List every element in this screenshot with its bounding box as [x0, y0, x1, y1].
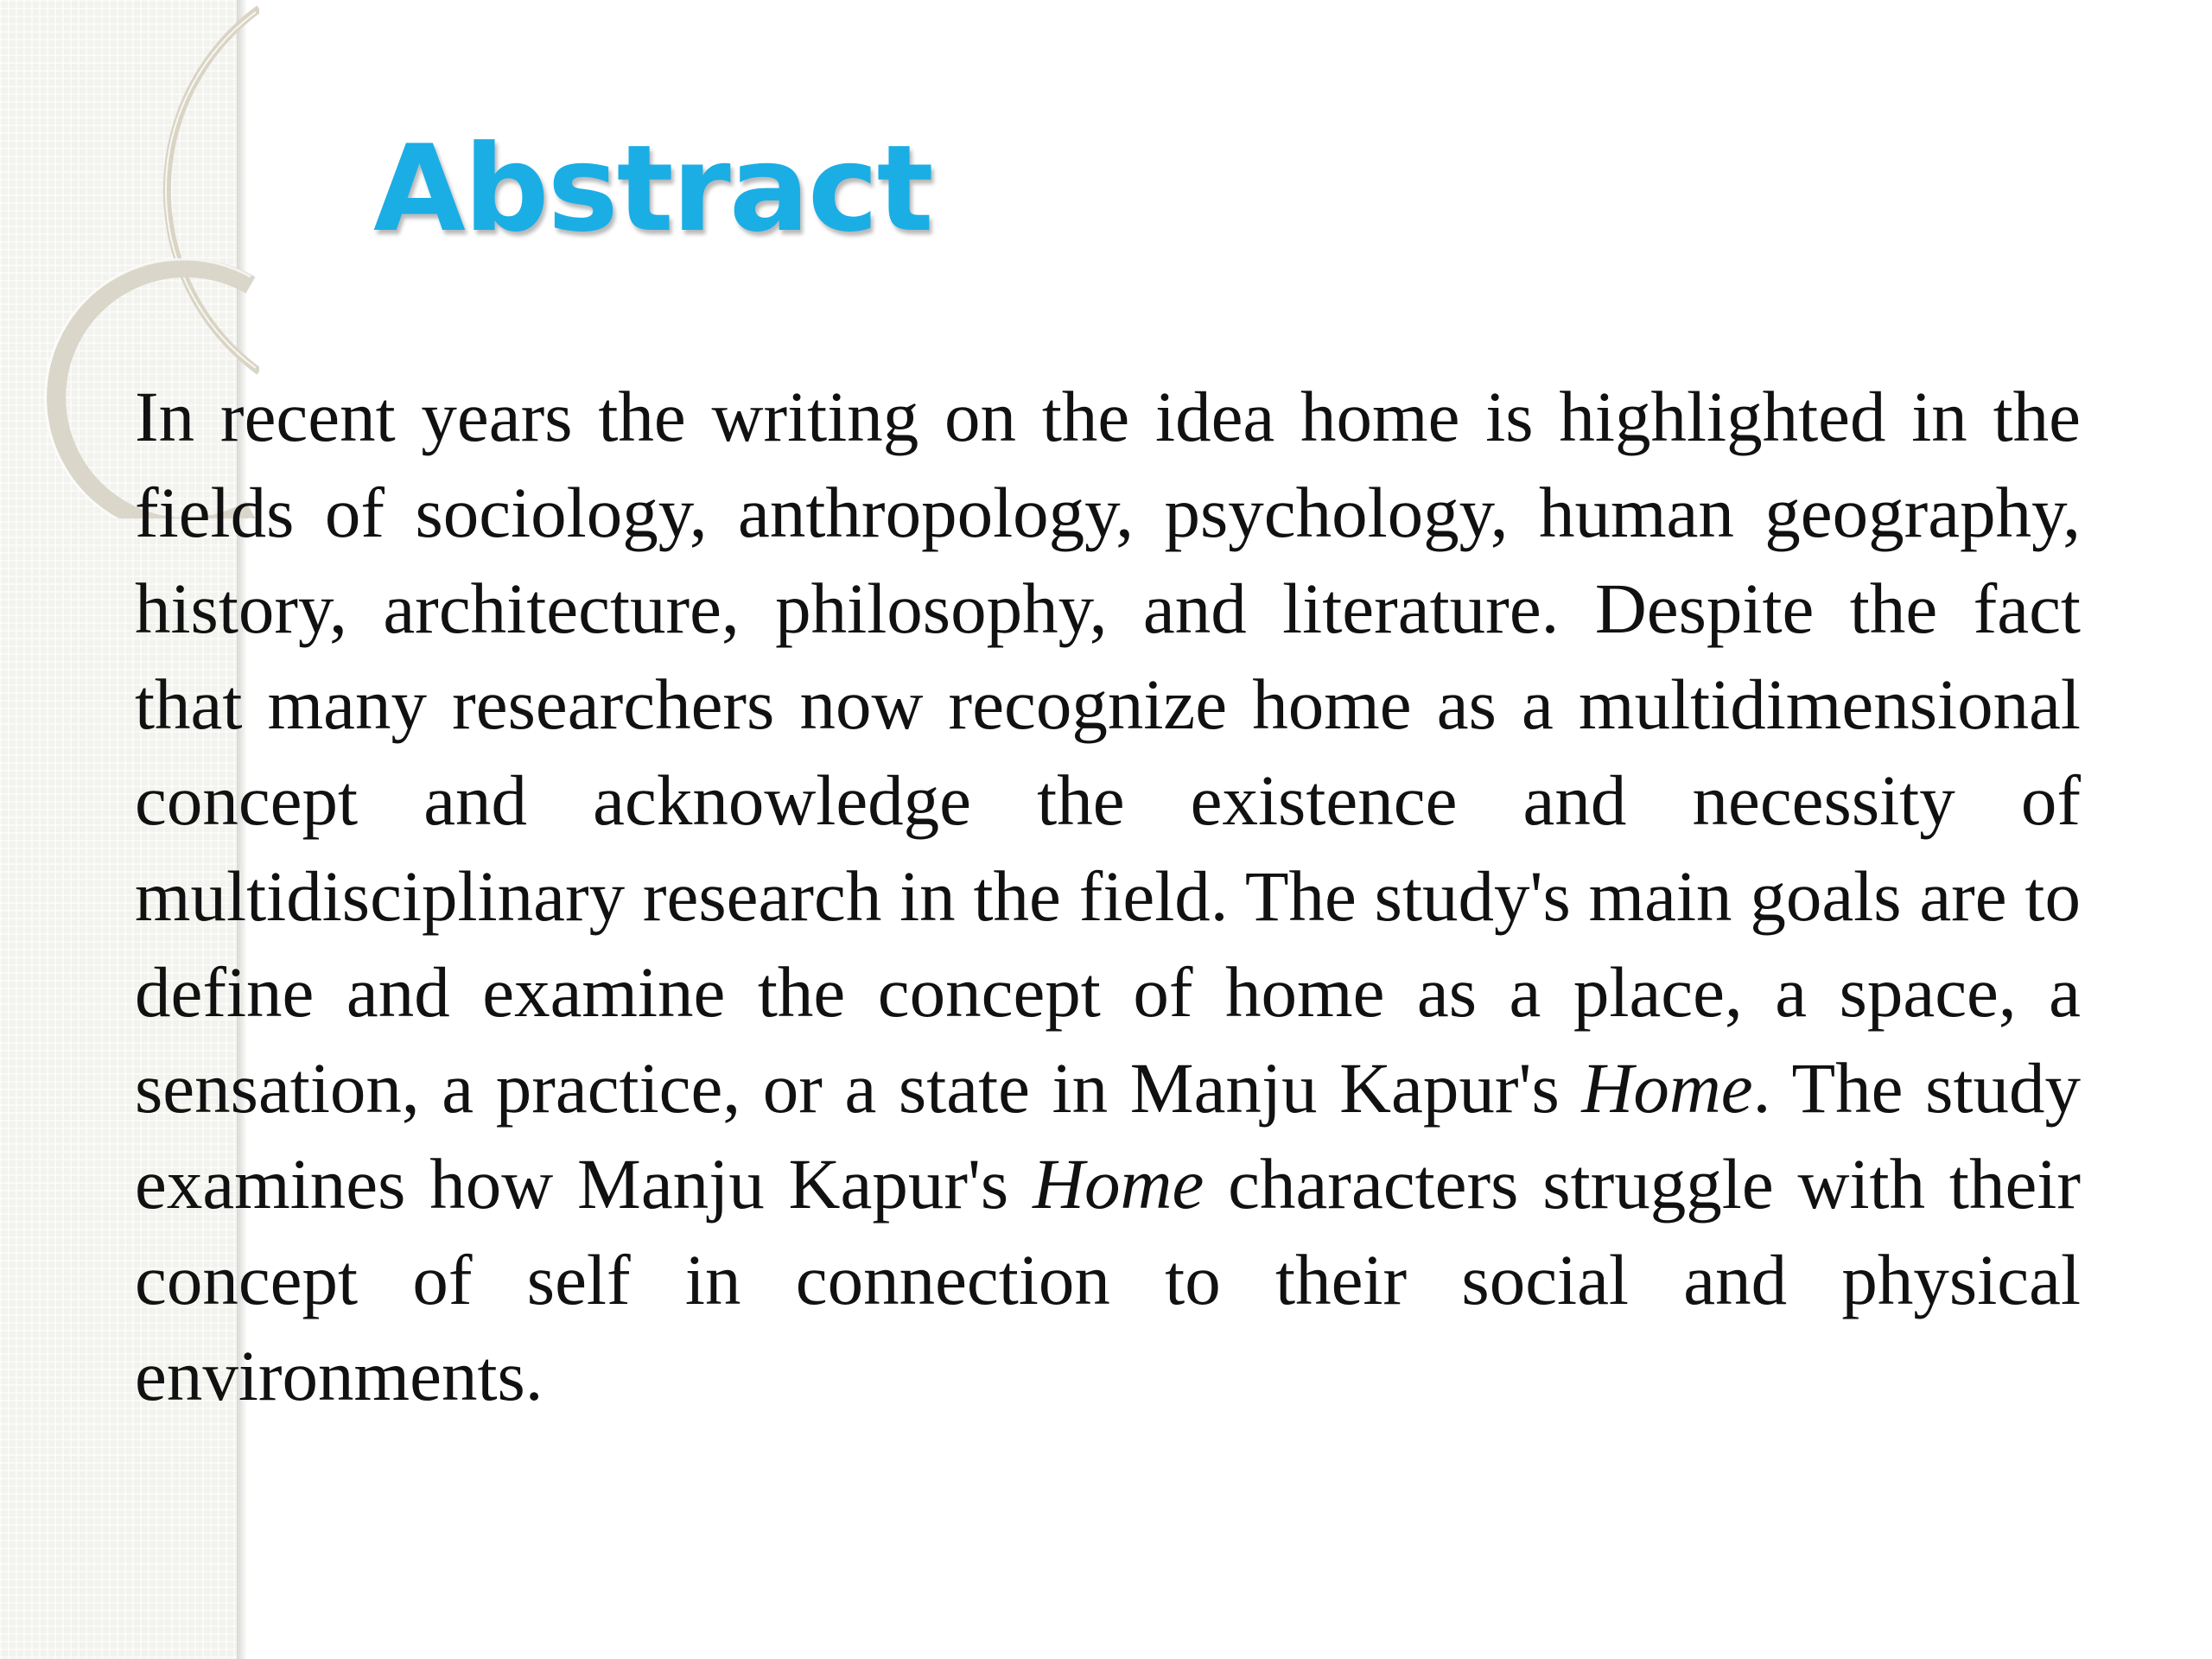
abstract-text-part-3: characters struggle with their concept of self in connection to their social and physical environments. — [135, 1144, 2081, 1415]
slide-title: Abstract — [373, 119, 932, 258]
book-title-home-1: Home — [1581, 1048, 1753, 1128]
abstract-text-part-2: . The study examines how Manju Kapur's — [135, 1048, 2081, 1224]
decorative-ring-large-highlight — [166, 12, 256, 368]
abstract-paragraph — [135, 369, 2081, 1424]
book-title-home-2: Home — [1033, 1144, 1205, 1224]
decorative-ring-large — [167, 9, 259, 372]
abstract-text-part-1: In recent years the writing on the idea home is highlighted in the fields of sociology, anthropology, psychology, human geography, history, architecture, philosophy, and literature. Despite the fact that many researchers now recognize home as a multidimensional concept and acknowledge the existence and necessity of multidisciplinary research in the field. The study's main goals are to define and examine the concept of home as a place, a space, a sensation, a practice, or a state in Manju Kapur's — [135, 377, 2081, 1128]
